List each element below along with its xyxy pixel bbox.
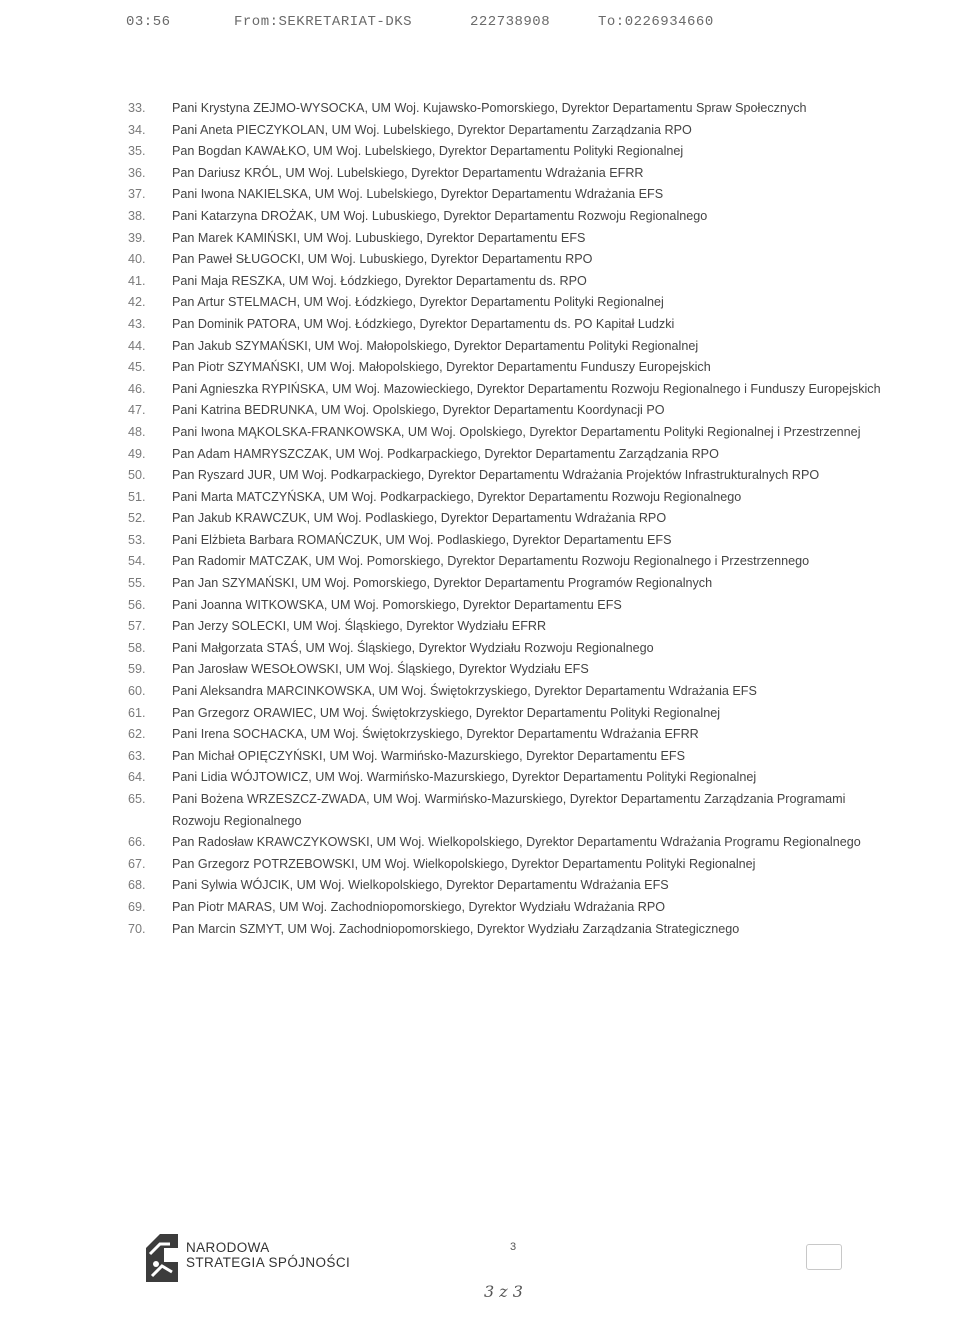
entry-number: 67. (128, 856, 146, 871)
fax-time: 03:56 (126, 14, 171, 30)
list-item (128, 336, 888, 358)
entry-number: 52. (128, 511, 146, 526)
list-item (128, 487, 888, 509)
entry-text: Pan Jarosław WESOŁOWSKI, UM Woj. Śląskiego, Dyrektor Wydziału EFS (172, 662, 589, 677)
entry-number: 68. (128, 878, 146, 893)
list-item (128, 292, 888, 314)
brand-line1: NARODOWA (186, 1240, 270, 1255)
list-item (128, 854, 888, 876)
handwritten-page-note: 3 z 3 (484, 1282, 523, 1301)
list-item (128, 767, 888, 789)
entry-text: Pani Aleksandra MARCINKOWSKA, UM Woj. Świętokrzyskiego, Dyrektor Departamentu Wdrażania EFS (172, 684, 757, 699)
entry-number: 65. (128, 792, 146, 806)
entry-text: Pan Artur STELMACH, UM Woj. Łódzkiego, Dyrektor Departamentu Polityki Regionalnej (172, 295, 664, 310)
entry-text: Pan Marcin SZMYT, UM Woj. Zachodniopomorskiego, Dyrektor Wydziału Zarządzania Strategicznego (172, 921, 740, 936)
list-item (128, 681, 888, 703)
entry-text: Pan Ryszard JUR, UM Woj. Podkarpackiego, Dyrektor Departamentu Wdrażania Projektów Infrastrukturalnych RPO (172, 468, 820, 483)
list-item (128, 832, 888, 854)
entry-number: 42. (128, 295, 146, 310)
entry-text: Pan Jakub KRAWCZUK, UM Woj. Podlaskiego, Dyrektor Departamentu Wdrażania RPO (172, 511, 667, 526)
entry-number: 70. (128, 921, 146, 936)
entry-text: Pan Grzegorz POTRZEBOWSKI, UM Woj. Wielkopolskiego, Dyrektor Departamentu Polityki Regionalnej (172, 856, 756, 871)
entry-text: Pan Dariusz KRÓL, UM Woj. Lubelskiego, Dyrektor Departamentu Wdrażania EFRR (172, 165, 644, 180)
entry-text: Pan Piotr SZYMAŃSKI, UM Woj. Małopolskiego, Dyrektor Departamentu Funduszy Europejskich (172, 360, 711, 375)
entry-number: 59. (128, 662, 146, 677)
entry-text: Pan Adam HAMRYSZCZAK, UM Woj. Podkarpackiego, Dyrektor Departamentu Zarządzania RPO (172, 446, 719, 461)
list-item (128, 120, 888, 142)
list-item (128, 616, 888, 638)
entry-number: 47. (128, 403, 146, 418)
entry-number: 69. (128, 899, 146, 914)
entry-number: 48. (128, 424, 146, 439)
entry-number: 46. (128, 381, 146, 396)
entry-text: Pani Joanna WITKOWSKA, UM Woj. Pomorskiego, Dyrektor Departamentu EFS (172, 597, 622, 612)
entry-text: Pani Iwona NAKIELSKA, UM Woj. Lubelskiego, Dyrektor Departamentu Wdrażania EFS (172, 187, 664, 202)
nss-logo-icon (140, 1228, 184, 1286)
entry-number: 58. (128, 640, 146, 655)
entry-text: Pani Aneta PIECZYKOLAN, UM Woj. Lubelskiego, Dyrektor Departamentu Zarządzania RPO (172, 122, 692, 137)
entry-text: Pan Dominik PATORA, UM Woj. Łódzkiego, Dyrektor Departamentu ds. PO Kapitał Ludzki (172, 316, 675, 331)
entry-text: Pani Agnieszka RYPIŃSKA, UM Woj. Mazowieckiego, Dyrektor Departamentu Rozwoju Regionalnego i Funduszy Europejskich (172, 381, 881, 396)
entry-text: Pani Małgorzata STAŚ, UM Woj. Śląskiego, Dyrektor Wydziału Rozwoju Regionalnego (172, 640, 654, 655)
entry-text: Pani Krystyna ZEJMO-WYSOCKA, UM Woj. Kujawsko-Pomorskiego, Dyrektor Departamentu Spraw Społecznych (172, 101, 807, 115)
list-item (128, 422, 888, 444)
entry-text: Pan Radosław KRAWCZYKOWSKI, UM Woj. Wielkopolskiego, Dyrektor Departamentu Wdrażania Programu Regionalnego (172, 835, 861, 850)
entry-text: Pani Marta MATCZYŃSKA, UM Woj. Podkarpackiego, Dyrektor Departamentu Rozwoju Regionalnego (172, 489, 742, 504)
entry-text: Pani Katarzyna DROŻAK, UM Woj. Lubuskiego, Dyrektor Departamentu Rozwoju Regionalnego (172, 208, 708, 223)
list-item (128, 206, 888, 228)
entry-number: 33. (128, 101, 146, 115)
list-item (128, 249, 888, 271)
list-item (128, 184, 888, 206)
entry-number: 64. (128, 770, 146, 785)
list-item (128, 573, 888, 595)
list-item (128, 551, 888, 573)
entry-text: Pani Sylwia WÓJCIK, UM Woj. Wielkopolskiego, Dyrektor Departamentu Wdrażania EFS (172, 878, 669, 893)
list-item (128, 508, 888, 530)
list-item (128, 228, 888, 250)
entry-text: Pani Lidia WÓJTOWICZ, UM Woj. Warmińsko-Mazurskiego, Dyrektor Departamentu Polityki Regionalnej (172, 770, 757, 785)
entry-number: 55. (128, 576, 146, 591)
entry-text: Pan Jan SZYMAŃSKI, UM Woj. Pomorskiego, Dyrektor Departamentu Programów Regionalnych (172, 576, 713, 591)
list-item (128, 638, 888, 660)
stamp-mark (806, 1244, 842, 1270)
entry-text: Pani Elżbieta Barbara ROMAŃCZUK, UM Woj. Podlaskiego, Dyrektor Departamentu EFS (172, 532, 672, 547)
entry-text: Pani Bożena WRZESZCZ-ZWADA, UM Woj. Warmińsko-Mazurskiego, Dyrektor Departamentu Zarządzania Programami Rozwoju Regionalnego (172, 792, 846, 828)
list-item (128, 379, 888, 401)
entry-text: Pan Radomir MATCZAK, UM Woj. Pomorskiego, Dyrektor Departamentu Rozwoju Regionalnego i Przestrzennego (172, 554, 810, 569)
entry-text: Pani Irena SOCHACKA, UM Woj. Świętokrzyskiego, Dyrektor Departamentu Wdrażania EFRR (172, 727, 699, 742)
entry-number: 35. (128, 144, 146, 159)
entry-number: 62. (128, 727, 146, 742)
fax-to: To:0226934660 (598, 14, 714, 30)
entry-number: 36. (128, 165, 146, 180)
entry-number: 39. (128, 230, 146, 245)
list-item (128, 746, 888, 768)
list-item (128, 465, 888, 487)
list-item (128, 314, 888, 336)
entry-number: 34. (128, 122, 146, 137)
list-item (128, 98, 888, 120)
fax-number: 222738908 (470, 14, 551, 30)
entry-text: Pan Jerzy SOLECKI, UM Woj. Śląskiego, Dyrektor Wydziału EFRR (172, 619, 547, 634)
entry-text: Pani Iwona MĄKOLSKA-FRANKOWSKA, UM Woj. Opolskiego, Dyrektor Departamentu Polityki Regionalnej i Przestrzennej (172, 424, 861, 439)
footer-brand (186, 1240, 350, 1270)
entry-number: 37. (128, 187, 146, 202)
brand-line2: STRATEGIA SPÓJNOŚCI (186, 1255, 351, 1270)
entry-number: 43. (128, 316, 146, 331)
entry-number: 49. (128, 446, 146, 461)
entry-number: 56. (128, 597, 146, 612)
list-item (128, 724, 888, 746)
entry-number: 50. (128, 468, 146, 483)
fax-header (0, 10, 960, 34)
entry-text: Pani Katrina BEDRUNKA, UM Woj. Opolskiego, Dyrektor Departamentu Koordynacji PO (172, 403, 665, 418)
entry-number: 45. (128, 360, 146, 375)
entry-number: 63. (128, 748, 146, 763)
list-item (128, 141, 888, 163)
entry-text: Pan Michał OPIĘCZYŃSKI, UM Woj. Warmińsko-Mazurskiego, Dyrektor Departamentu EFS (172, 748, 685, 763)
list-item (128, 703, 888, 725)
list-item (128, 919, 888, 941)
entry-number: 53. (128, 532, 146, 547)
entry-text: Pan Bogdan KAWAŁKO, UM Woj. Lubelskiego, Dyrektor Departamentu Polityki Regionalnej (172, 144, 684, 159)
list-item (128, 875, 888, 897)
entry-list (128, 98, 888, 940)
page-number: 3 (510, 1241, 517, 1253)
list-item (128, 595, 888, 617)
entry-text: Pani Maja RESZKA, UM Woj. Łódzkiego, Dyrektor Departamentu ds. RPO (172, 273, 587, 288)
entry-number: 66. (128, 835, 146, 850)
list-item (128, 530, 888, 552)
entry-number: 41. (128, 273, 146, 288)
entry-number: 44. (128, 338, 146, 353)
list-item (128, 271, 888, 293)
entry-number: 40. (128, 252, 146, 267)
entry-number: 57. (128, 619, 146, 634)
list-item (128, 897, 888, 919)
entry-number: 60. (128, 684, 146, 699)
entry-number: 38. (128, 208, 146, 223)
list-item (128, 789, 888, 832)
list-item (128, 400, 888, 422)
entry-text: Pan Jakub SZYMAŃSKI, UM Woj. Małopolskiego, Dyrektor Departamentu Polityki Regionalnej (172, 338, 699, 353)
list-item (128, 357, 888, 379)
list-item (128, 163, 888, 185)
entry-text: Pan Piotr MARAS, UM Woj. Zachodniopomorskiego, Dyrektor Wydziału Wdrażania RPO (172, 899, 666, 914)
fax-from: From:SEKRETARIAT-DKS (234, 14, 413, 30)
entry-number: 51. (128, 489, 146, 504)
list-item (128, 659, 888, 681)
entry-number: 61. (128, 705, 146, 720)
entry-text: Pan Paweł SŁUGOCKI, UM Woj. Lubuskiego, Dyrektor Departamentu RPO (172, 252, 593, 267)
entry-text: Pan Grzegorz ORAWIEC, UM Woj. Świętokrzyskiego, Dyrektor Departamentu Polityki Regionalnej (172, 705, 721, 720)
list-item (128, 444, 888, 466)
entry-number: 54. (128, 554, 146, 569)
entry-text: Pan Marek KAMIŃSKI, UM Woj. Lubuskiego, Dyrektor Departamentu EFS (172, 230, 586, 245)
